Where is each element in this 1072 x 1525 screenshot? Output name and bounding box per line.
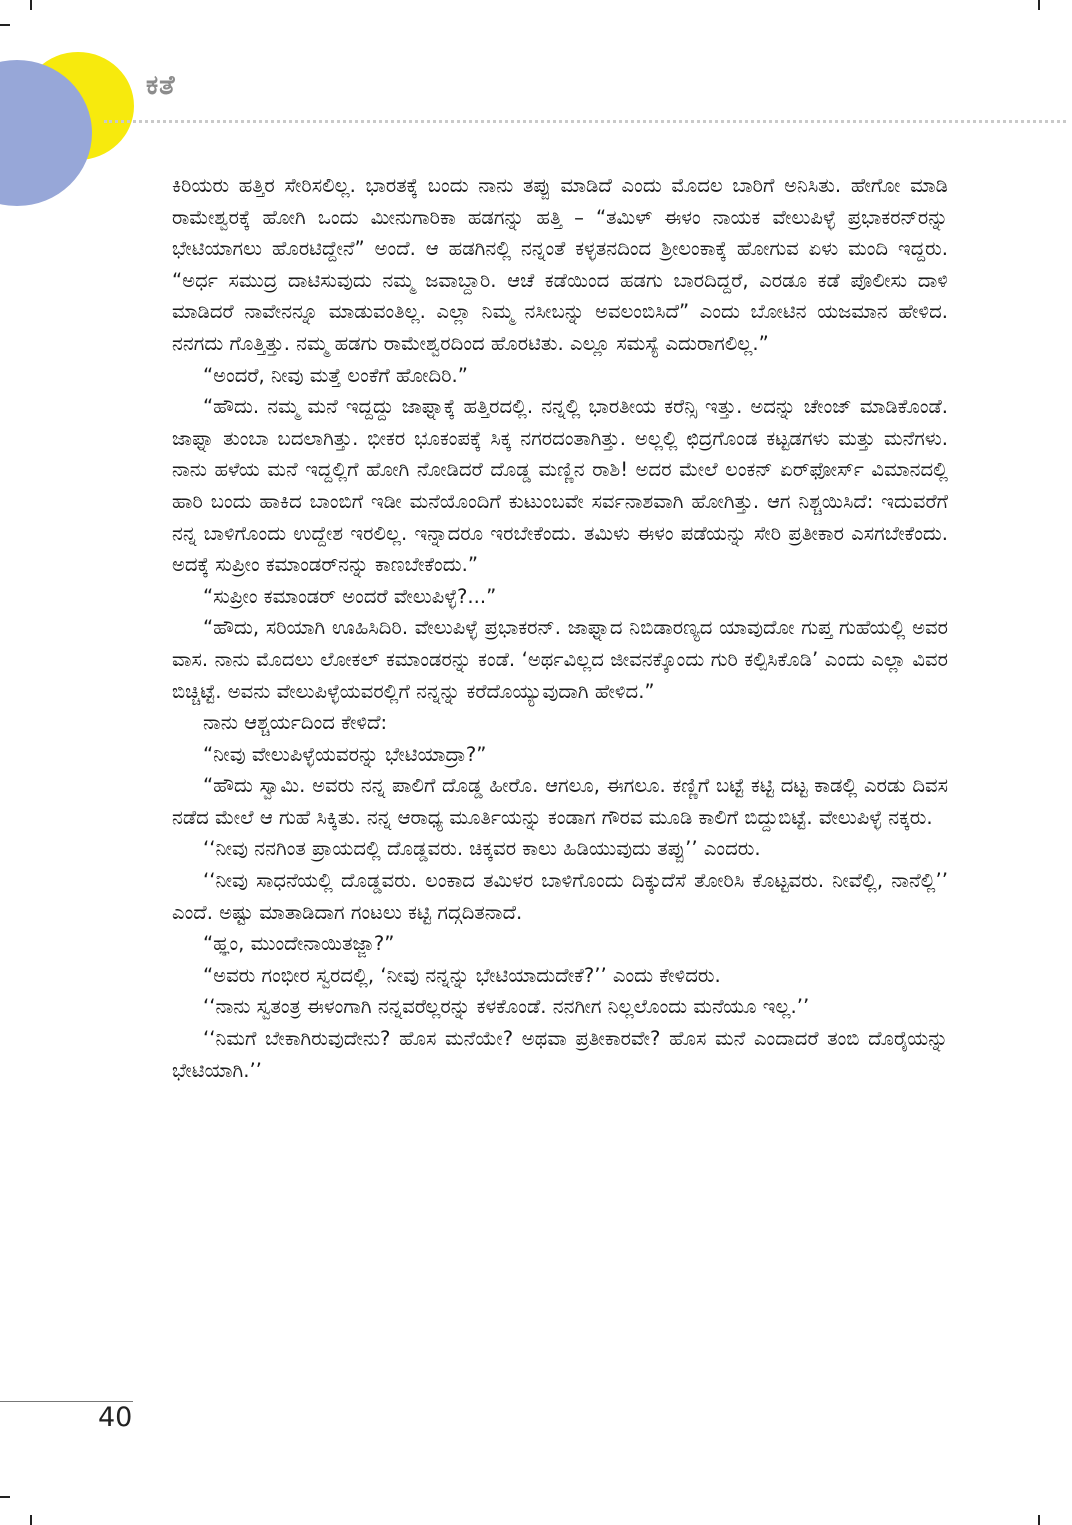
story-body [172,170,948,1086]
paragraph: ‘‘ನೀವು ನನಗಿಂತ ಪ್ರಾಯದಲ್ಲಿ ದೊಡ್ಡವರು. ಚಿಕ್ಕವರ ಕಾಲು ಹಿಡಿಯುವುದು ತಪ್ಪು’’ ಎಂದರು. [203,837,761,861]
paragraph: “ಅಂದರೆ, ನೀವು ಮತ್ತೆ ಲಂಕೆಗೆ ಹೋದಿರಿ.” [203,363,468,387]
paragraph: ‘‘ನಾನು ಸ್ವತಂತ್ರ ಈಳಂಗಾಗಿ ನನ್ನವರೆಲ್ಲರನ್ನು ಕಳಕೊಂಡೆ. ನನಗೀಗ ನಿಲ್ಲಲೊಂದು ಮನೆಯೂ ಇಲ್ಲ.’’ [203,995,810,1019]
paragraph: “ಹೌದು. ನಮ್ಮ ಮನೆ ಇದ್ದದ್ದು ಜಾಫ್ನಾಕ್ಕೆ ಹತ್ತಿರದಲ್ಲಿ. ನನ್ನಲ್ಲಿ ಭಾರತೀಯ ಕರೆನ್ಸಿ ಇತ್ತು. ಅದನ್ನು ಚೇಂಜ್ ಮಾಡಿಕೊಂಡೆ. ಜಾಫ್ನಾ ತುಂಬಾ ಬದಲಾಗಿತ್ತು. ಭೀಕರ ಭೂಕಂಪಕ್ಕೆ ಸಿಕ್ಕ ನಗರದಂತಾಗಿತ್ತು. ಅಲ್ಲಲ್ಲಿ ಛಿದ್ರಗೊಂಡ ಕಟ್ಟಡಗಳು ಮತ್ತು ಮನೆಗಳು. ನಾನು ಹಳೆಯ ಮನೆ ಇದ್ದಲ್ಲಿಗೆ ಹೋಗಿ ನೋಡಿದರೆ ದೊಡ್ಡ ಮಣ್ಣಿನ ರಾಶಿ! ಅದರ ಮೇಲೆ ಲಂಕನ್ ಏರ್‌ಫೋರ್ಸ್ ವಿಮಾನದಲ್ಲಿ ಹಾರಿ ಬಂದು ಹಾಕಿದ ಬಾಂಬಿಗೆ ಇಡೀ ಮನೆಯೊಂದಿಗೆ ಕುಟುಂಬವೇ ಸರ್ವನಾಶವಾಗಿ ಹೋಗಿತ್ತು. ಆಗ ನಿಶ್ಚಯಿಸಿದೆ: ಇದುವರೆಗೆ ನನ್ನ ಬಾಳಿಗೊಂದು ಉದ್ದೇಶ ಇರಲಿಲ್ಲ. ಇನ್ನಾದರೂ ಇರಬೇಕೆಂದು. ತಮಿಳು ಈಳಂ ಪಡೆಯನ್ನು ಸೇರಿ ಪ್ರತೀಕಾರ ಎಸಗಬೇಕೆಂದು. ಅದಕ್ಕೆ ಸುಪ್ರೀಂ ಕಮಾಂಡರ್‌ನನ್ನು ಕಾಣಬೇಕೆಂದು.” [172,395,948,577]
paragraph: “ಅವರು ಗಂಭೀರ ಸ್ವರದಲ್ಲಿ, ‘ನೀವು ನನ್ನನ್ನು ಭೇಟಿಯಾದುದೇಕೆ?’’ ಎಂದು ಕೇಳಿದರು. [203,963,721,987]
paragraph: ‘‘ನಿಮಗೆ ಬೇಕಾಗಿರುವುದೇನು? ಹೊಸ ಮನೆಯೇ? ಅಥವಾ ಪ್ರತೀಕಾರವೇ? ಹೊಸ ಮನೆ ಎಂದಾದರೆ ತಂಬಿ ದೊರೈಯನ್ನು ಭೇಟಿಯಾಗಿ.’’ [172,1027,948,1082]
crop-mark [1038,1515,1040,1525]
paragraph: ‘‘ನೀವು ಸಾಧನೆಯಲ್ಲಿ ದೊಡ್ಡವರು. ಲಂಕಾದ ತಮಿಳರ ಬಾಳಿಗೊಂದು ದಿಕ್ಕುದೆಸೆ ತೋರಿಸಿ ಕೊಟ್ಟವರು. ನೀವೆಲ್ಲಿ, ನಾನೆಲ್ಲಿ’’ ಎಂದೆ. ಅಷ್ಟು ಮಾತಾಡಿದಾಗ ಗಂಟಲು ಕಟ್ಟಿ ಗದ್ಗದಿತನಾದೆ. [172,869,948,924]
paragraph: ನಾನು ಆಶ್ಚರ್ಯದಿಂದ ಕೇಳಿದೆ: [203,711,388,735]
crop-mark [0,1496,10,1498]
paragraph: “ನೀವು ವೇಲುಪಿಳ್ಳೆಯವರನ್ನು ಭೇಟಿಯಾದ್ರಾ?” [203,742,487,766]
section-title: ಕತೆ [146,70,176,101]
paragraph: “ಹೌದು, ಸರಿಯಾಗಿ ಊಹಿಸಿದಿರಿ. ವೇಲುಪಿಳ್ಳೆ ಪ್ರಭಾಕರನ್. ಜಾಫ್ನಾದ ನಿಬಿಡಾರಣ್ಯದ ಯಾವುದೋ ಗುಪ್ತ ಗುಹೆಯಲ್ಲಿ ಅವರ ವಾಸ. ನಾನು ಮೊದಲು ಲೋಕಲ್ ಕಮಾಂಡರನ್ನು ಕಂಡೆ. ‘ಅರ್ಥವಿಲ್ಲದ ಜೀವನಕ್ಕೊಂದು ಗುರಿ ಕಲ್ಪಿಸಿಕೊಡಿ’ ಎಂದು ಎಲ್ಲಾ ವಿವರ ಬಿಚ್ಚಿಟ್ಟೆ. ಅವನು ವೇಲುಪಿಳ್ಳೆಯವರಲ್ಲಿಗೆ ನನ್ನನ್ನು ಕರೆದೊಯ್ಯುವುದಾಗಿ ಹೇಳಿದ.” [172,616,948,703]
crop-mark [1038,0,1040,10]
header-dotted-rule [104,120,1066,123]
paragraph: “ಹೌದು ಸ್ವಾಮಿ. ಅವರು ನನ್ನ ಪಾಲಿಗೆ ದೊಡ್ಡ ಹೀರೊ. ಆಗಲೂ, ಈಗಲೂ. ಕಣ್ಣಿಗೆ ಬಟ್ಟೆ ಕಟ್ಟಿ ದಟ್ಟ ಕಾಡಲ್ಲಿ ಎರಡು ದಿವಸ ನಡೆದ ಮೇಲೆ ಆ ಗುಹೆ ಸಿಕ್ಕಿತು. ನನ್ನ ಆರಾಧ್ಯ ಮೂರ್ತಿಯನ್ನು ಕಂಡಾಗ ಗೌರವ ಮೂಡಿ ಕಾಲಿಗೆ ಬಿದ್ದುಬಿಟ್ಟೆ. ವೇಲುಪಿಳ್ಳೆ ನಕ್ಕರು. [172,774,948,829]
crop-mark [0,24,10,26]
paragraph: “ಸುಪ್ರೀಂ ಕಮಾಂಡರ್ ಅಂದರೆ ವೇಲುಪಿಳ್ಳೆ?...” [203,584,497,608]
crop-mark [30,0,32,10]
page-number: 40 [98,1402,133,1433]
crop-mark [30,1515,32,1525]
paragraph: “ಹ್ಞಂ, ಮುಂದೇನಾಯಿತಜ್ಜಾ?” [203,932,395,956]
paragraph: ಕಿರಿಯರು ಹತ್ತಿರ ಸೇರಿಸಲಿಲ್ಲ. ಭಾರತಕ್ಕೆ ಬಂದು ನಾನು ತಪ್ಪು ಮಾಡಿದೆ ಎಂದು ಮೊದಲ ಬಾರಿಗೆ ಅನಿಸಿತು. ಹೇಗೋ ಮಾಡಿ ರಾಮೇಶ್ವರಕ್ಕೆ ಹೋಗಿ ಒಂದು ಮೀನುಗಾರಿಕಾ ಹಡಗನ್ನು ಹತ್ತಿ – “ತಮಿಳ್ ಈಳಂ ನಾಯಕ ವೇಲುಪಿಳ್ಳೆ ಪ್ರಭಾಕರನ್‌ರನ್ನು ಭೇಟಿಯಾಗಲು ಹೊರಟಿದ್ದೇನೆ” ಅಂದೆ. ಆ ಹಡಗಿನಲ್ಲಿ ನನ್ನಂತೆ ಕಳ್ಳತನದಿಂದ ಶ್ರೀಲಂಕಾಕ್ಕೆ ಹೋಗುವ ಏಳು ಮಂದಿ ಇದ್ದರು. “ಅರ್ಧ ಸಮುದ್ರ ದಾಟಿಸುವುದು ನಮ್ಮ ಜವಾಬ್ದಾರಿ. ಆಚೆ ಕಡೆಯಿಂದ ಹಡಗು ಬಾರದಿದ್ದರೆ, ಎರಡೂ ಕಡೆ ಪೊಲೀಸು ದಾಳಿ ಮಾಡಿದರೆ ನಾವೇನನ್ನೂ ಮಾಡುವಂತಿಲ್ಲ. ಎಲ್ಲಾ ನಿಮ್ಮ ನಸೀಬನ್ನು ಅವಲಂಬಿಸಿದೆ” ಎಂದು ಬೋಟಿನ ಯಜಮಾನ ಹೇಳಿದ. ನನಗದು ಗೊತ್ತಿತ್ತು. ನಮ್ಮ ಹಡಗು ರಾಮೇಶ್ವರದಿಂದ ಹೊರಟಿತು. ಎಲ್ಲೂ ಸಮಸ್ಯೆ ಎದುರಾಗಲಿಲ್ಲ.” [172,174,948,355]
